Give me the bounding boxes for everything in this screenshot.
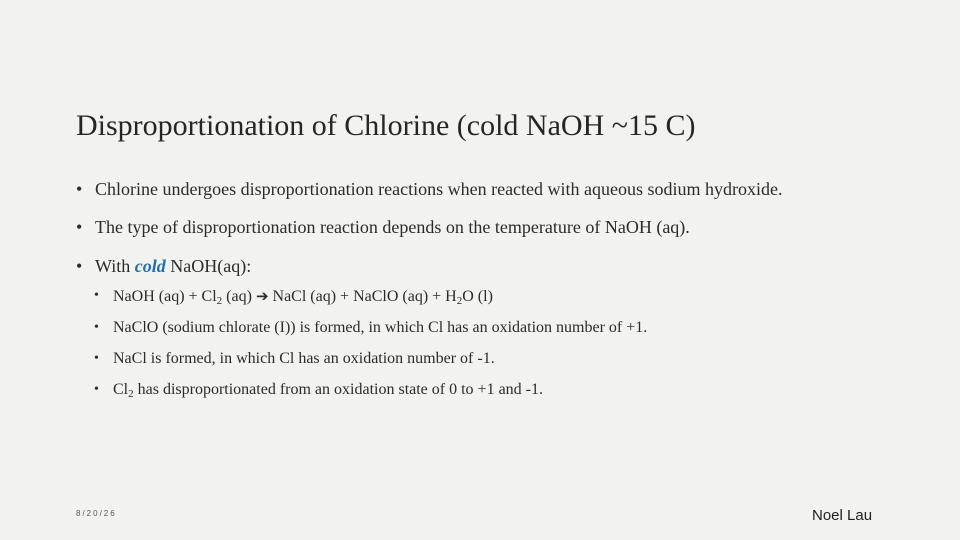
cl2-text: Cl — [113, 381, 129, 398]
equation-bullet — [94, 285, 920, 308]
with-suffix: NaOH(aq): — [165, 256, 252, 276]
cold-emphasis: cold — [134, 256, 166, 276]
bullet-item — [76, 214, 920, 240]
sub-bullet-dot: • — [94, 351, 99, 366]
sub-bullet-text: has disproportionated from an oxidation state of 0 to +1 and -1. — [133, 381, 544, 398]
bullet-item — [76, 176, 920, 202]
bullet-dot: • — [76, 179, 83, 199]
sub-bullet-item — [94, 348, 920, 370]
slide-date: 8/20/26 — [76, 509, 117, 518]
bullet-dot: • — [76, 217, 83, 237]
bullet-item — [76, 253, 920, 279]
sub-bullet-dot: • — [94, 320, 99, 335]
equation-subscript: 2 — [216, 295, 223, 307]
equation-lhs2: (aq) — [222, 288, 256, 305]
bullet-list — [76, 176, 920, 410]
sub-bullet-text: NaClO (sodium chlorate (I)) is formed, in which Cl has an oxidation number of +1. — [113, 319, 648, 336]
sub-bullet-item — [94, 379, 920, 401]
reaction-arrow-icon: ➔ — [255, 287, 269, 305]
slide-title: Disproportionation of Chlorine (cold NaOH ~15 C) — [76, 109, 696, 142]
cl2-subscript: 2 — [128, 388, 134, 400]
equation-rhs2: O (l) — [462, 288, 493, 305]
bullet-text: Chlorine undergoes disproportionation reactions when reacted with aqueous sodium hydroxide. — [95, 179, 783, 199]
equation-subscript: 2 — [456, 295, 463, 307]
sub-bullet-list — [76, 285, 920, 401]
sub-bullet-dot: • — [94, 288, 99, 303]
with-prefix: With — [95, 256, 135, 276]
bullet-dot: • — [76, 256, 83, 276]
slide-author: Noel Lau — [812, 507, 873, 524]
sub-bullet-item — [94, 317, 920, 339]
sub-bullet-dot: • — [94, 382, 99, 397]
sub-bullet-text: NaCl is formed, in which Cl has an oxidation number of -1. — [113, 350, 495, 367]
equation-lhs1: NaOH (aq) + Cl — [113, 288, 217, 305]
equation-rhs1: NaCl (aq) + NaClO (aq) + H — [268, 288, 457, 305]
bullet-text: The type of disproportionation reaction depends on the temperature of NaOH (aq). — [95, 217, 690, 237]
